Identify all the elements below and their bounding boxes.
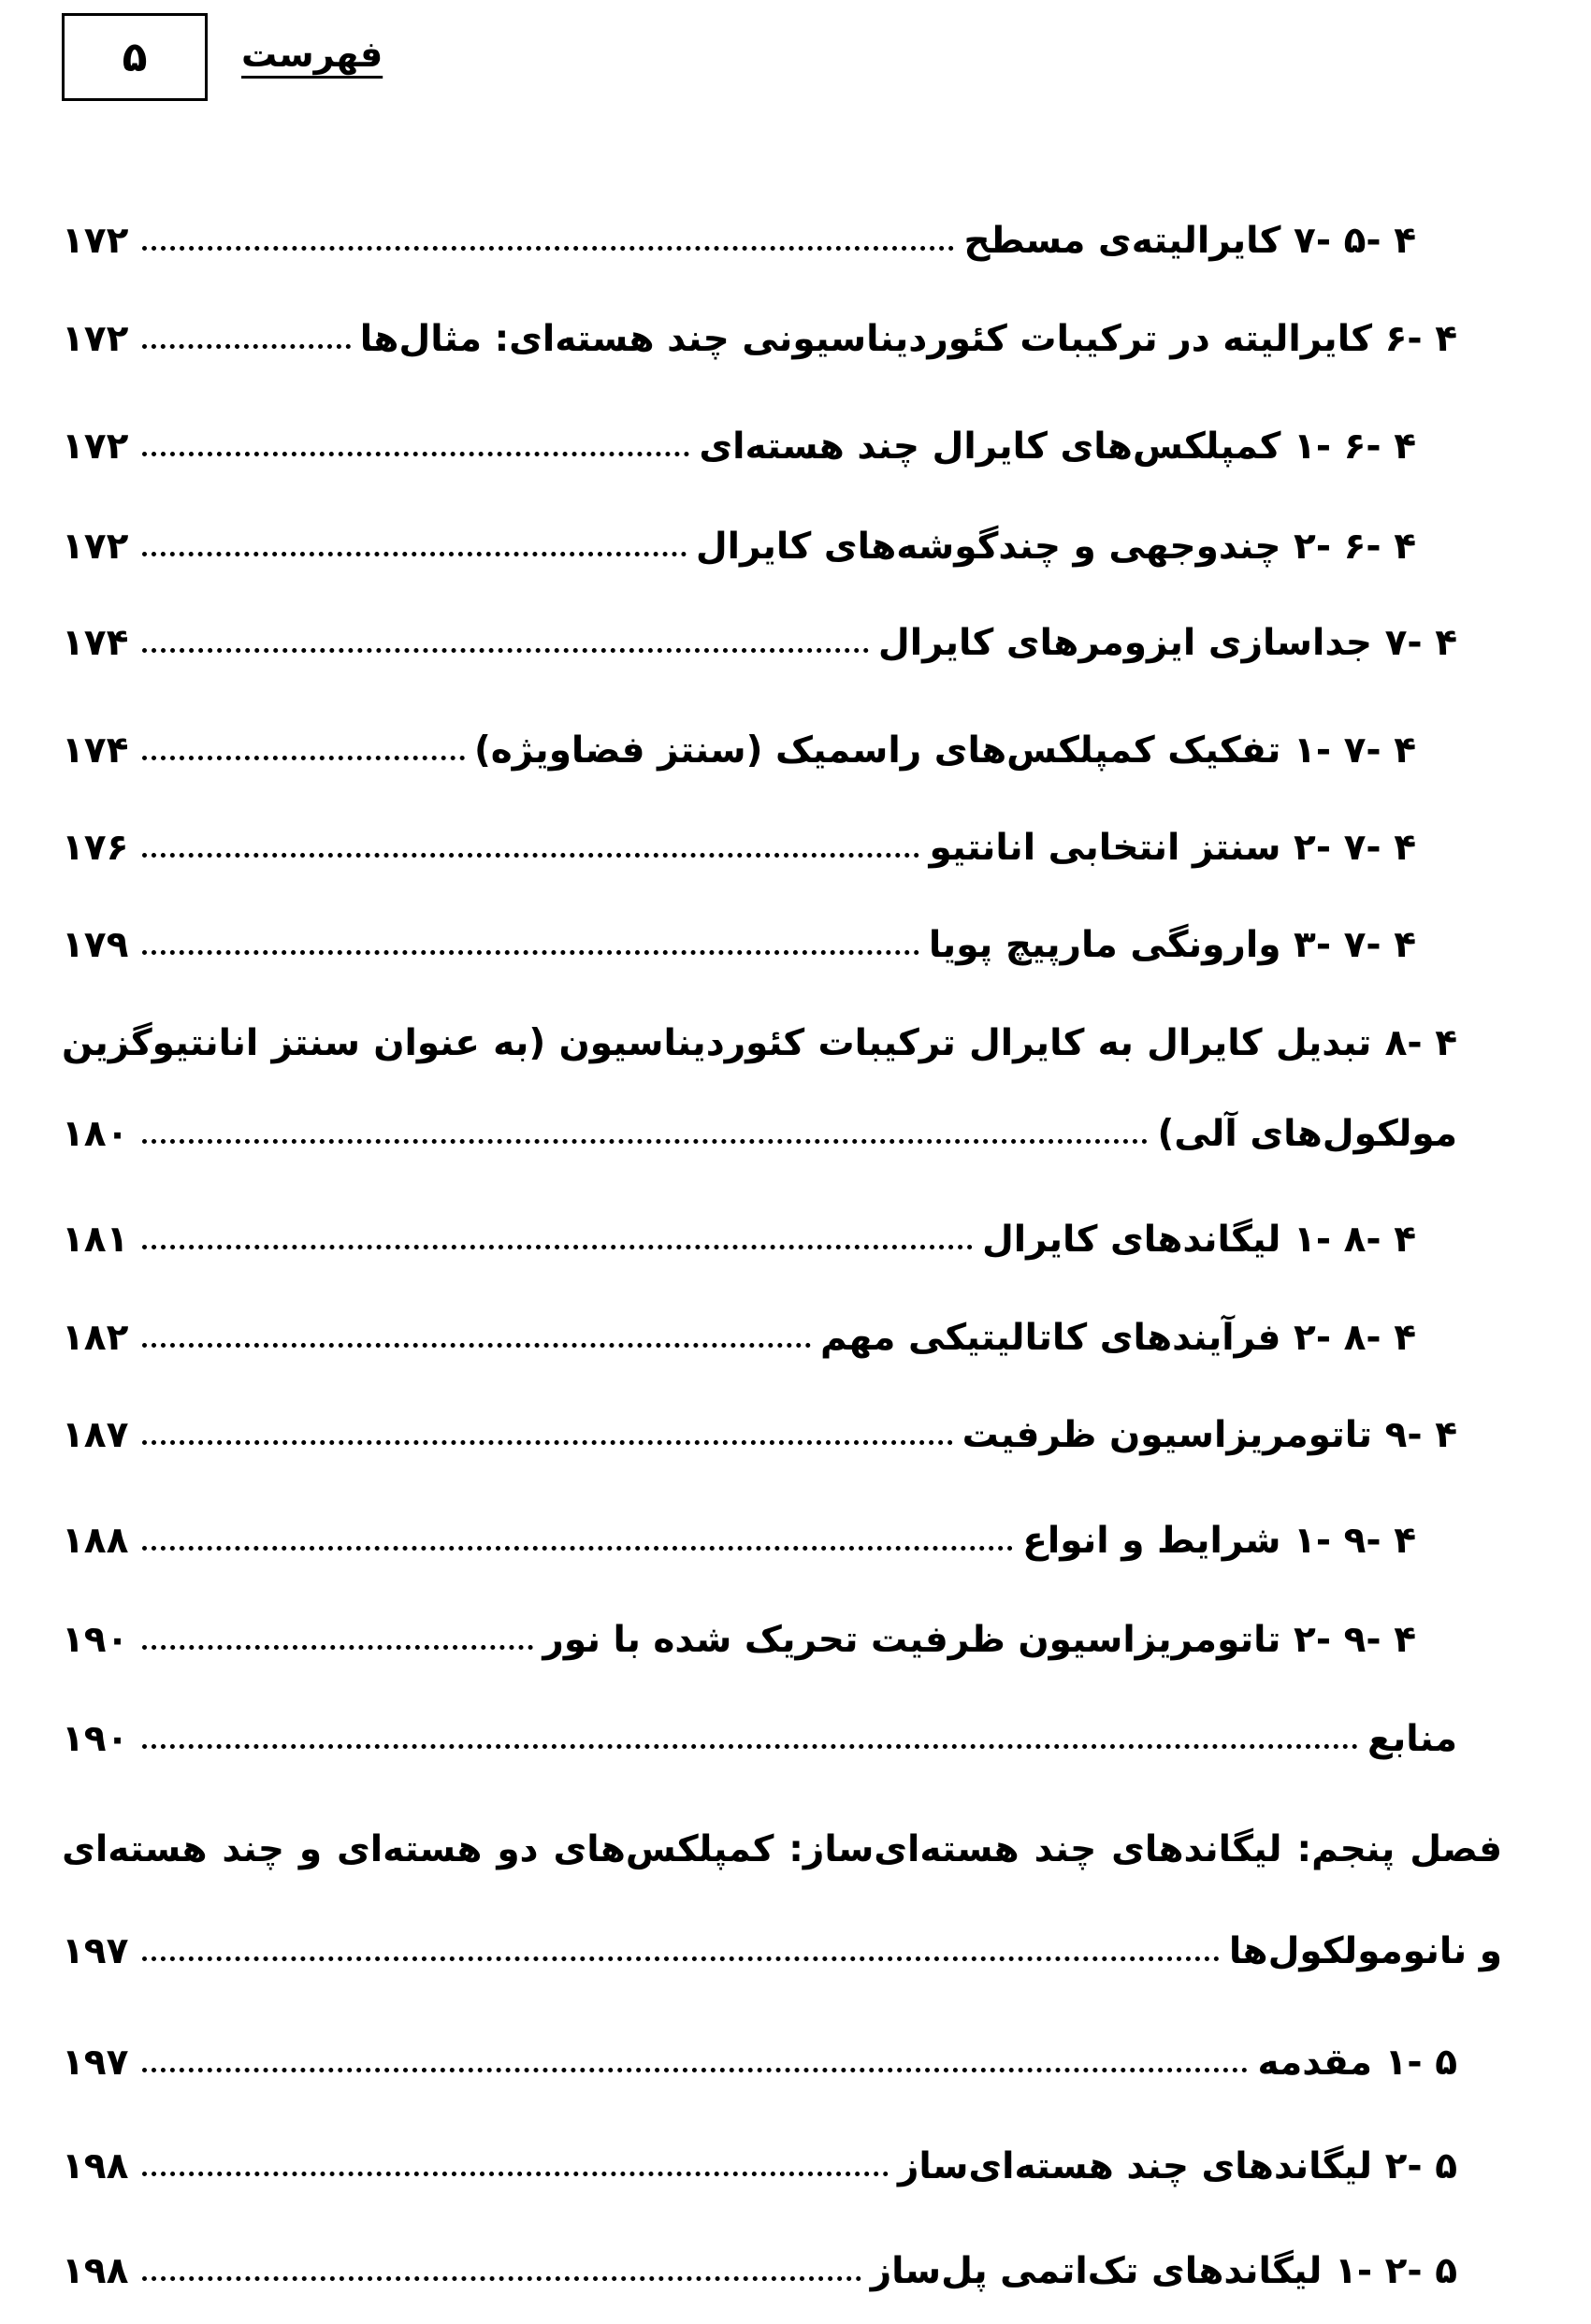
- toc-entry[interactable]: [62, 208, 1416, 273]
- toc-word: تبدیل: [1275, 1021, 1372, 1064]
- toc-word: فصل: [1410, 1827, 1502, 1870]
- dot-leader: [142, 1645, 533, 1650]
- dot-leader: [142, 648, 869, 653]
- toc-entry[interactable]: [62, 2238, 1457, 2303]
- page-number: ۵: [122, 33, 148, 81]
- page-number-box: [62, 13, 208, 101]
- toc-word: کایرال: [968, 1021, 1085, 1064]
- dot-leader: [142, 2276, 861, 2281]
- toc-entry-title: ۴ -۸ -۲ فرآیندهای کاتالیتیکی مهم: [819, 1316, 1416, 1359]
- toc-entry-first-line: [62, 1816, 1502, 1882]
- toc-entry-page: ۱۹۰: [62, 1618, 129, 1661]
- dot-leader: [142, 1245, 973, 1249]
- toc-entry-title: مولکول‌های آلی): [1157, 1112, 1457, 1155]
- toc-entry[interactable]: [62, 413, 1416, 479]
- toc-entry-page: ۱۸۰: [62, 1112, 129, 1155]
- toc-entry[interactable]: [62, 1402, 1457, 1467]
- toc-entry-page: ۱۸۱: [62, 1218, 129, 1261]
- toc-entry-page: ۱۹۸: [62, 2144, 129, 2187]
- toc-entry-page: ۱۷۴: [62, 621, 129, 664]
- toc-word: دو: [497, 1827, 539, 1870]
- page-title: فهرست: [241, 34, 383, 75]
- toc-entry-page: ۱۷۲: [62, 425, 129, 468]
- toc-word: عنوان: [373, 1021, 480, 1064]
- toc-entry[interactable]: [62, 306, 1457, 371]
- toc-entry-first-line: [62, 1010, 1457, 1075]
- toc-entry-title: ۵ -۲ -۱ لیگاندهای تک‌اتمی پل‌ساز: [870, 2249, 1457, 2292]
- toc-entry-title: منابع: [1367, 1717, 1457, 1760]
- toc-entry-title: ۴ -۷ جداسازی ایزومرهای کایرال: [877, 621, 1457, 664]
- toc-entry-title: ۴ -۶ -۱ کمپلکس‌های کایرال چند هسته‌ای: [699, 425, 1416, 468]
- toc-entry[interactable]: [62, 2133, 1457, 2199]
- toc-entry-page: ۱۹۰: [62, 1717, 129, 1760]
- dot-leader: [142, 2068, 1248, 2072]
- toc-entry-title: ۴ -۷ -۲ سنتز انتخابی انانتیو: [929, 826, 1416, 869]
- toc-entry-title: ۴ -۹ تاتومریزاسیون ظرفیت: [962, 1413, 1457, 1456]
- toc-entry[interactable]: [62, 1101, 1457, 1166]
- toc-entry[interactable]: [62, 815, 1416, 880]
- toc-entry[interactable]: [62, 1706, 1457, 1771]
- dot-leader: [142, 756, 465, 760]
- toc-entry-page: ۱۸۸: [62, 1519, 129, 1562]
- toc-entry[interactable]: [62, 1305, 1416, 1370]
- toc-entry[interactable]: [62, 2029, 1457, 2095]
- dot-leader: [142, 1744, 1358, 1749]
- toc-word: لیگاندهای: [1111, 1827, 1282, 1870]
- dot-leader: [142, 1546, 1013, 1551]
- toc-entry[interactable]: [62, 717, 1416, 783]
- dot-leader: [142, 950, 919, 955]
- toc-entry-title: ۴ -۷ -۳ وارونگی مارپیچ پویا: [928, 923, 1416, 966]
- toc-word: (به: [493, 1021, 546, 1064]
- dot-leader: [142, 853, 919, 858]
- toc-entry-title: ۴ -۸ -۱ لیگاندهای کایرال: [981, 1218, 1416, 1261]
- toc-entry-title: و نانومولکول‌ها: [1228, 1929, 1502, 1972]
- toc-word: پنجم:: [1296, 1827, 1396, 1870]
- dot-leader: [142, 552, 687, 556]
- toc-word: ۴ -۸: [1384, 1021, 1457, 1064]
- toc-entry[interactable]: [62, 513, 1416, 579]
- dot-leader: [142, 1343, 811, 1348]
- toc-entry-page: ۱۹۷: [62, 2041, 129, 2084]
- toc-word: چند: [1034, 1827, 1097, 1870]
- toc-word: سنتز: [271, 1021, 360, 1064]
- toc-entry-title: ۴ -۵ -۷ کایرالیته‌ی مسطح: [963, 219, 1416, 262]
- dot-leader: [142, 1440, 953, 1445]
- toc-entry[interactable]: [62, 1508, 1416, 1573]
- toc-entry-page: ۱۸۲: [62, 1316, 129, 1359]
- dot-leader: [142, 246, 954, 251]
- toc-entry-page: ۱۹۷: [62, 1929, 129, 1972]
- toc-entry-page: ۱۷۴: [62, 729, 129, 772]
- toc-word: کایرال: [1147, 1021, 1263, 1064]
- toc-entry-page: ۱۷۹: [62, 923, 129, 966]
- toc-entry-page: ۱۸۷: [62, 1413, 129, 1456]
- toc-entry[interactable]: [62, 610, 1457, 675]
- toc-word: هسته‌ای‌ساز:: [788, 1827, 1020, 1870]
- toc-entry-page: ۱۷۶: [62, 826, 129, 869]
- toc-entry-title: ۴ -۶ -۲ چندوجهی و چندگوشه‌های کایرال: [695, 525, 1416, 568]
- toc-entry-page: ۱۹۸: [62, 2249, 129, 2292]
- dot-leader: [142, 1139, 1148, 1144]
- toc-entry-title: ۵ -۲ لیگاندهای چند هسته‌ای‌ساز: [897, 2144, 1457, 2187]
- toc-entry[interactable]: [62, 912, 1416, 977]
- toc-entry-title: ۴ -۹ -۲ تاتومریزاسیون ظرفیت تحریک شده با نور: [542, 1618, 1416, 1661]
- toc-entry-title: ۴ -۹ -۱ شرایط و انواع: [1022, 1519, 1416, 1562]
- toc-entry-title: ۵ -۱ مقدمه: [1257, 2041, 1457, 2084]
- dot-leader: [142, 452, 689, 456]
- toc-word: و: [298, 1827, 323, 1870]
- toc-word: کئوردیناسیون: [558, 1021, 805, 1064]
- toc-word: ترکیبات: [817, 1021, 956, 1064]
- toc-entry[interactable]: [62, 1206, 1416, 1272]
- toc-entry-page: ۱۷۲: [62, 525, 129, 568]
- toc-word: انانتیوگزین: [62, 1021, 259, 1064]
- toc-entry-title: ۴ -۷ -۱ تفکیک کمپلکس‌های راسمیک (سنتز فضاویژه): [473, 729, 1416, 772]
- toc-word: هسته‌ای: [62, 1827, 208, 1870]
- toc-word: هسته‌ای: [337, 1827, 483, 1870]
- toc-word: کمپلکس‌های: [553, 1827, 774, 1870]
- toc-entry-page: ۱۷۲: [62, 317, 129, 360]
- dot-leader: [142, 1956, 1220, 1961]
- toc-entry-page: ۱۷۲: [62, 219, 129, 262]
- toc-word: به: [1097, 1021, 1134, 1064]
- toc-entry[interactable]: [62, 1918, 1502, 1984]
- toc-word: چند: [222, 1827, 284, 1870]
- dot-leader: [142, 344, 351, 349]
- toc-entry[interactable]: [62, 1607, 1416, 1672]
- dot-leader: [142, 2172, 889, 2176]
- toc-entry-title: ۴ -۶ کایرالیته در ترکیبات کئوردیناسیونی چند هسته‌ای: مثال‌ها: [359, 317, 1457, 360]
